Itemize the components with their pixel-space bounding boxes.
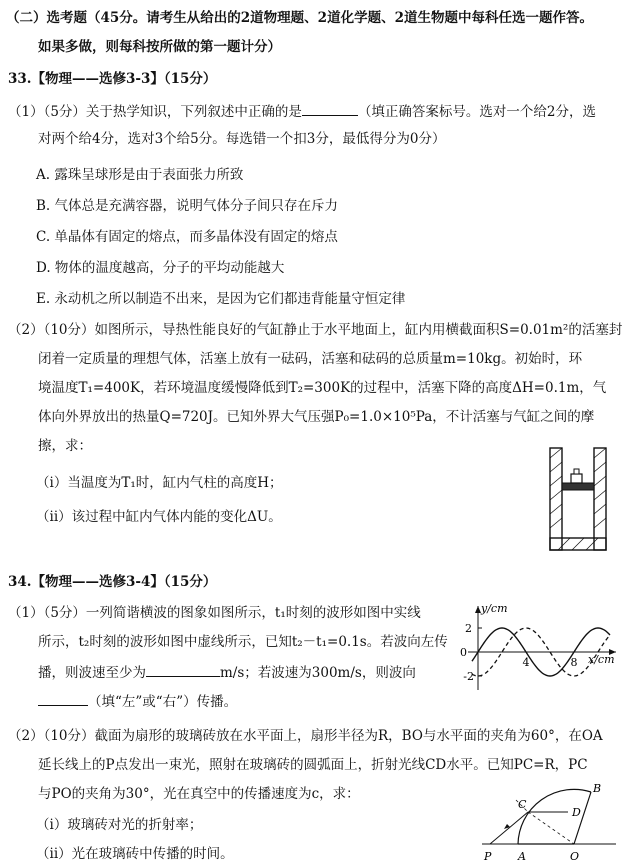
- q34-part1-line3: 播，则波速至少为 m/s；若波速为300m/s，则波向: [38, 662, 416, 682]
- q34-part1-line1: （1）（5分）一列简谐横波的图象如图所示，t₁时刻的波形如图中实线: [8, 605, 421, 621]
- wave-graph: [448, 600, 622, 694]
- q34-header: 34.【物理——选修3-4】（15分）: [8, 574, 217, 590]
- q34-sub-i: （i）玻璃砖对光的折射率；: [36, 817, 203, 833]
- prism-figure: [476, 780, 622, 865]
- q33-option-c: C. 单晶体有固定的熔点，而多晶体没有固定的熔点: [36, 229, 338, 245]
- q33-part2-line3: 境温度T₁=400K，若环境温度缓慢降低到T₂=300K的过程中，活塞下降的高度ΔH=0.1m，气: [38, 380, 607, 396]
- section-header: （二）选考题（45分。请考生从给出的2道物理题、2道化学题、2道生物题中每科任选一题作答。: [6, 10, 593, 26]
- piston: [562, 483, 594, 490]
- label-b: B: [593, 782, 602, 795]
- cylinder-figure: [548, 446, 610, 554]
- origin-label: 0: [460, 646, 467, 659]
- q33-option-e: E. 永动机之所以制造不出来，是因为它们都违背能量守恒定律: [36, 291, 406, 307]
- q34-part2-line1: （2）（10分）截面为扇形的玻璃砖放在水平面上，扇形半径为R，BO与水平面的夹角为60°，在OA: [8, 728, 603, 744]
- y-tick-2: 2: [465, 622, 472, 635]
- label-c: C: [518, 798, 527, 811]
- weight: [571, 474, 582, 483]
- x-axis-label: x/cm: [588, 653, 615, 666]
- q33-header: 33.【物理——选修3-3】（15分）: [8, 71, 217, 87]
- q33-part2-line5: 擦，求：: [38, 438, 92, 454]
- q33-part2-line1: （2）（10分）如图所示，导热性能良好的气缸静止于水平地面上，缸内用横截面积S=0.01m²的活塞封: [8, 322, 623, 338]
- q34-sub-ii: （ii）光在玻璃砖中传播的时间。: [36, 846, 234, 862]
- q33-part1-line2: 对两个给4分，选对3个给5分。每选错一个扣3分，最低得分为0分）: [38, 131, 446, 147]
- label-o: O: [570, 850, 580, 863]
- q33-option-d: D. 物体的温度越高，分子的平均动能越大: [36, 260, 285, 276]
- q34-direction-blank[interactable]: [38, 691, 88, 706]
- q33-sub-ii: （ii）该过程中缸内气体内能的变化ΔU。: [36, 509, 282, 525]
- q33-option-a: A. 露珠呈球形是由于表面张力所致: [36, 167, 244, 183]
- q33-answer-blank[interactable]: [302, 101, 358, 116]
- q34-part1-line2: 所示，t₂时刻的波形如图中虚线所示，已知t₂－t₁=0.1s。若波向左传: [38, 634, 448, 650]
- label-d: D: [572, 806, 581, 819]
- y-axis-label: y/cm: [481, 602, 508, 615]
- q34-part1-line4: （填“左”或“右”）传播。: [38, 691, 237, 711]
- normal-oc: [528, 812, 574, 844]
- incident-ray: [490, 812, 528, 844]
- label-a: A: [518, 850, 526, 863]
- q34-part2-line3: 与PO的夹角为30°，光在真空中的传播速度为c，求：: [38, 786, 360, 802]
- x-tick-4: 4: [522, 656, 530, 669]
- y-tick-neg2: -2: [463, 670, 474, 683]
- q33-sub-i: （i）当温度为T₁时，缸内气柱的高度H；: [36, 475, 283, 491]
- q34-part2-line2: 延长线上的P点发出一束光，照射在玻璃砖的圆弧面上，折射光线CD水平。已知PC=R，PC: [38, 757, 588, 773]
- section-note: 如果多做，则每科按所做的第一题计分）: [38, 39, 281, 55]
- q33-option-b: B. 气体总是充满容器，说明气体分子间只存在斥力: [36, 198, 339, 214]
- q33-part2-line2: 闭着一定质量的理想气体，活塞上放有一砝码，活塞和砝码的总质量m=10kg。初始时，环: [38, 351, 583, 367]
- x-tick-8: 8: [570, 656, 578, 669]
- label-p: P: [484, 850, 492, 863]
- q33-part1-line1: （1）（5分）关于热学知识，下列叙述中正确的是 （填正确答案标号。选对一个给2分，选: [8, 101, 596, 121]
- q34-speed-blank[interactable]: [146, 662, 220, 677]
- q33-part2-line4: 体向外界放出的热量Q=720J。已知外界大气压强P₀=1.0×10⁵Pa，不计活塞与气缸之间的摩: [38, 409, 595, 425]
